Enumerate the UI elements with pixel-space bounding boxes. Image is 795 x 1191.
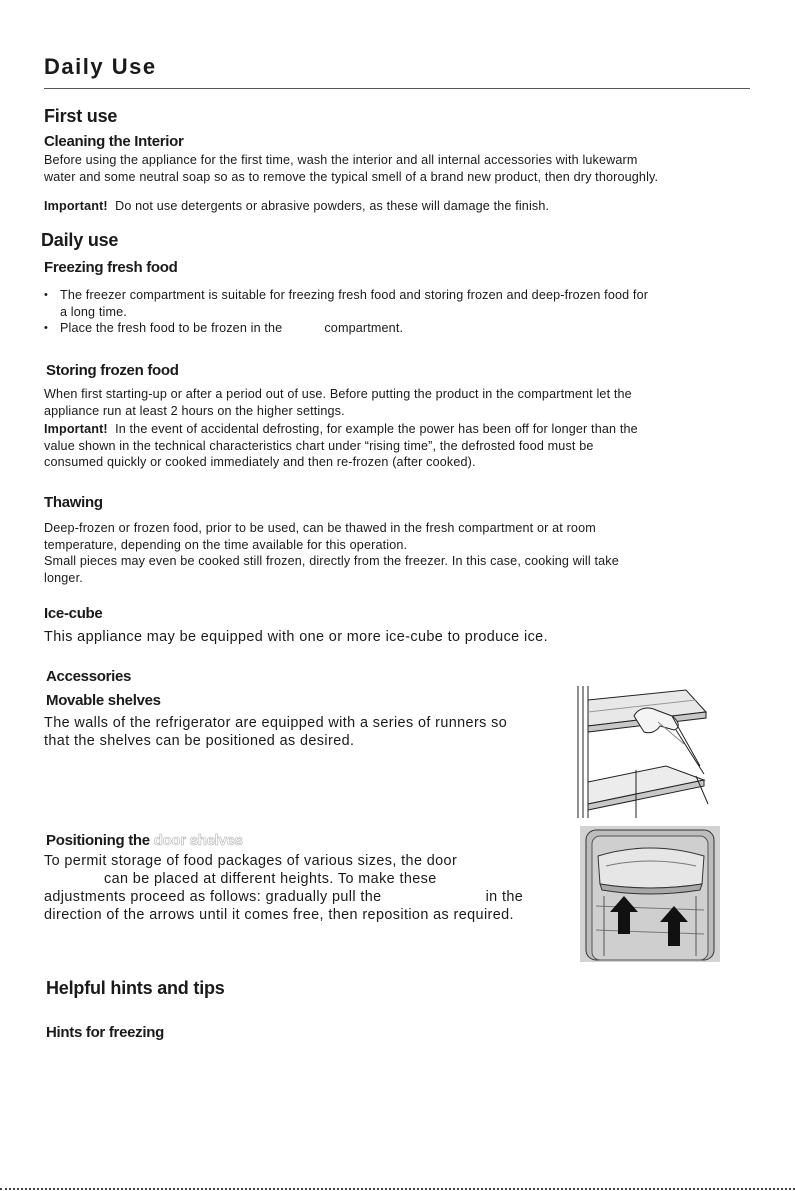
freezing-bullet-1-line-2: a long time. [60, 304, 127, 319]
thawing-line-3: Small pieces may even be cooked still frozen, directly from the freezer. In this case, cooking will take [44, 554, 619, 569]
storing-important-note [44, 421, 764, 471]
freezing-bullet-2 [44, 320, 764, 337]
positioning-heading-part-1: Positioning the [46, 832, 150, 849]
freezing-bullet-1-line-1: The freezer compartment is suitable for freezing fresh food and storing frozen and deep-frozen food for [60, 288, 649, 302]
positioning-line-3a: adjustments proceed as follows: gradually pull the [44, 889, 382, 905]
page-bottom-edge [0, 1188, 795, 1190]
movable-shelf-illustration [576, 686, 710, 818]
freezing-bullet-2-part-2: compartment. [324, 321, 404, 336]
movable-line-1: The walls of the refrigerator are equipped with a series of runners so [44, 715, 508, 731]
movable-line-2: that the shelves can be positioned as desired. [44, 733, 355, 749]
cleaning-paragraph [44, 152, 764, 185]
first-use-heading: First use [44, 106, 118, 126]
ice-cube-paragraph: This appliance may be equipped with one or more ice-cube to produce ice. [44, 629, 548, 645]
freezing-fresh-food-heading: Freezing fresh food [44, 259, 178, 276]
positioning-line-2: can be placed at different heights. To make these [104, 871, 437, 887]
thawing-line-4: longer. [44, 570, 83, 585]
important-text: Do not use detergents or abrasive powders, as these will damage the finish. [115, 199, 550, 213]
important-label: Important! [44, 199, 108, 213]
accessories-heading: Accessories [46, 668, 132, 685]
positioning-heading-part-2: door shelves [153, 832, 243, 849]
positioning-line-3b: in the [485, 889, 524, 905]
freezing-bullet-2-part-1: Place the fresh food to be frozen in the [60, 321, 283, 336]
storing-line-4: value shown in the technical characteristics chart under “rising time”, the defrosted food must be [44, 438, 594, 453]
thawing-heading: Thawing [44, 494, 103, 511]
positioning-paragraph [44, 852, 564, 924]
movable-shelves-heading: Movable shelves [46, 692, 161, 709]
storing-frozen-food-heading: Storing frozen food [46, 362, 179, 379]
storing-line-3: In the event of accidental defrosting, for example the power has been off for longer than the [115, 422, 638, 436]
positioning-line-1: To permit storage of food packages of various sizes, the door [44, 853, 458, 869]
storing-important-label: Important! [44, 422, 108, 436]
freezing-bullet-list [44, 287, 764, 337]
storing-paragraph [44, 386, 764, 419]
cleaning-line-1: Before using the appliance for the first time, wash the interior and all internal accessories with lukewarm [44, 153, 638, 167]
hints-for-freezing-heading: Hints for freezing [46, 1024, 164, 1041]
freezing-bullet-1 [44, 287, 764, 320]
storing-line-1: When first starting-up or after a period out of use. Before putting the product in the compartment let the [44, 387, 632, 401]
thawing-line-1: Deep-frozen or frozen food, prior to be used, can be thawed in the fresh compartment or at room [44, 521, 596, 535]
door-shelf-illustration [580, 826, 720, 962]
storing-line-2: appliance run at least 2 hours on the higher settings. [44, 403, 345, 418]
cleaning-important-note [44, 198, 764, 215]
title-divider [44, 88, 750, 89]
page-title: Daily Use [44, 54, 157, 79]
movable-shelves-paragraph [44, 714, 564, 750]
cleaning-line-2: water and some neutral soap so as to remove the typical smell of a brand new product, then dry thoroughly. [44, 169, 659, 184]
daily-use-heading: Daily use [41, 230, 119, 250]
storing-line-5: consumed quickly or cooked immediately and then re-frozen (after cooked). [44, 455, 476, 470]
cleaning-interior-heading: Cleaning the Interior [44, 133, 184, 150]
positioning-line-4: direction of the arrows until it comes free, then reposition as required. [44, 907, 514, 923]
thawing-paragraph [44, 520, 764, 586]
thawing-line-2: temperature, depending on the time available for this operation. [44, 537, 408, 552]
ice-cube-heading: Ice-cube [44, 605, 103, 622]
helpful-hints-heading: Helpful hints and tips [46, 978, 225, 998]
positioning-door-shelves-heading [46, 832, 243, 849]
